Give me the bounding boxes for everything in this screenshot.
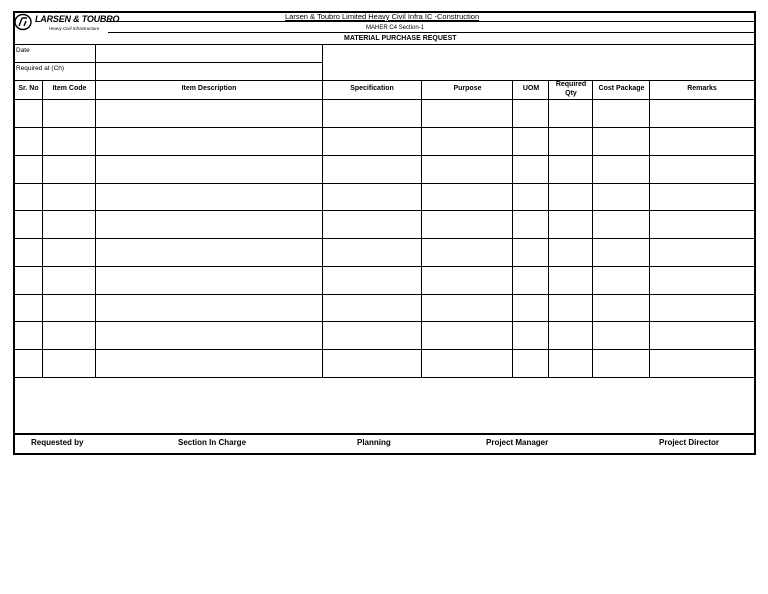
signature-section-in-charge: Section In Charge [178, 438, 247, 447]
col-header-specification: Specification [350, 85, 394, 93]
logo-text: LARSEN & TOUBRO [35, 14, 120, 24]
lt-logo-icon [14, 13, 32, 31]
col-header-item-description: Item Description [181, 85, 237, 93]
date-field[interactable] [96, 45, 322, 62]
signature-planning: Planning [357, 438, 391, 447]
table-row[interactable] [14, 155, 754, 183]
table-row[interactable] [14, 183, 754, 210]
table-row[interactable] [14, 321, 754, 349]
table-row[interactable] [14, 294, 754, 321]
form-title: MATERIAL PURCHASE REQUEST [344, 35, 457, 42]
col-header-remarks: Remarks [687, 85, 717, 93]
col-header-required-qty: Required Qty [555, 80, 587, 97]
col-header-cost-package: Cost Package [598, 85, 645, 93]
col-header-uom: UOM [522, 85, 540, 93]
table-row[interactable] [14, 238, 754, 266]
logo-subtitle: Heavy Civil Infrastructure [49, 26, 100, 31]
required-at-label: Required at (Ch) [16, 65, 65, 72]
signature-requested-by: Requested by [31, 438, 84, 447]
required-at-field[interactable] [96, 62, 322, 80]
project-line: MAHER C4 Section-1 [366, 24, 425, 31]
table-row[interactable] [14, 99, 754, 127]
company-title: Larsen & Toubro Limited Heavy Civil Infra IC -Construction [285, 12, 480, 21]
date-label: Date [16, 47, 30, 54]
col-header-sr-no: Sr. No [18, 85, 39, 93]
signature-project-manager: Project Manager [486, 438, 549, 447]
col-header-purpose: Purpose [453, 85, 482, 93]
table-row[interactable] [14, 210, 754, 238]
notes-area[interactable] [14, 377, 754, 433]
col-header-item-code: Item Code [52, 85, 87, 93]
table-row[interactable] [14, 349, 754, 377]
table-row[interactable] [14, 266, 754, 294]
table-row[interactable] [14, 127, 754, 155]
signature-project-director: Project Director [659, 438, 720, 447]
